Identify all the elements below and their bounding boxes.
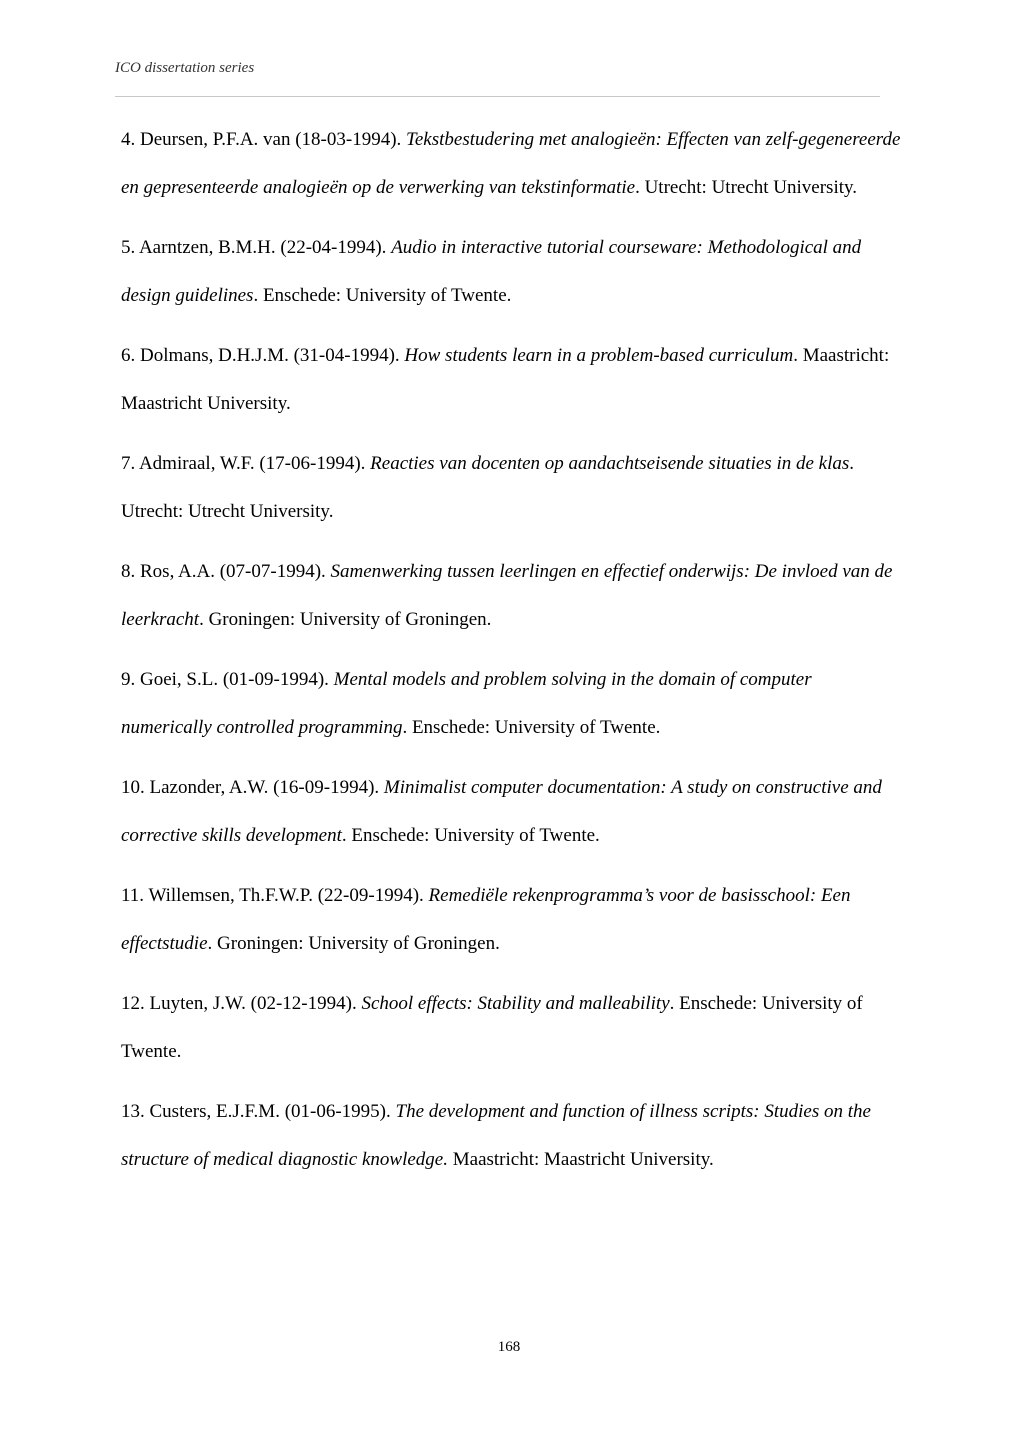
running-header: ICO dissertation series [115, 60, 255, 76]
entry-publisher: . Enschede: University of Twente. [121, 993, 863, 1062]
entry-title: Reacties van docenten op aandachtseisende situaties in de klas [370, 453, 850, 474]
entry-author-date: 12. Luyten, J.W. (02-12-1994). [121, 993, 362, 1014]
dissertation-list [121, 116, 901, 1196]
entry-publisher: . Maastricht: Maastricht University. [121, 345, 890, 414]
entry-title: The development and function of illness scripts: Studies on the structure of medical diagnostic knowledge. [121, 1101, 871, 1170]
list-item [121, 332, 901, 427]
page-number: 168 [497, 1339, 521, 1355]
list-item [121, 1088, 901, 1183]
entry-title: Minimalist computer documentation: A study on constructive and corrective skills development [121, 777, 882, 846]
entry-author-date: 10. Lazonder, A.W. (16-09-1994). [121, 777, 384, 798]
entry-author-date: 4. Deursen, P.F.A. van (18-03-1994). [121, 129, 407, 150]
list-item [121, 656, 901, 751]
list-item [121, 116, 901, 211]
entry-title: Samenwerking tussen leerlingen en effectief onderwijs: De invloed van de leerkracht [121, 561, 893, 630]
list-item [121, 764, 901, 859]
entry-author-date: 6. Dolmans, D.H.J.M. (31-04-1994). [121, 345, 405, 366]
list-item [121, 224, 901, 319]
entry-publisher: . Utrecht: Utrecht University. [635, 176, 858, 198]
list-item [121, 872, 901, 967]
entry-title: School effects: Stability and malleability [361, 993, 670, 1014]
entry-publisher: . Groningen: University of Groningen. [207, 932, 500, 954]
entry-title: How students learn in a problem-based curriculum [404, 345, 794, 366]
entry-title: Remediële rekenprogramma’s voor de basisschool: Een effectstudie [121, 885, 851, 954]
entry-publisher: . Enschede: University of Twente. [341, 824, 600, 846]
entry-author-date: 13. Custers, E.J.F.M. (01-06-1995). [121, 1101, 396, 1122]
entry-publisher: . Enschede: University of Twente. [253, 284, 512, 306]
list-item [121, 440, 901, 535]
entry-author-date: 11. Willemsen, Th.F.W.P. (22-09-1994). [121, 885, 429, 906]
entry-author-date: 7. Admiraal, W.F. (17-06-1994). [121, 453, 371, 474]
entry-publisher: . Groningen: University of Groningen. [199, 608, 492, 630]
list-item [121, 548, 901, 643]
header-divider [115, 96, 880, 97]
entry-author-date: 8. Ros, A.A. (07-07-1994). [121, 561, 331, 582]
entry-publisher: . Utrecht: Utrecht University. [121, 453, 855, 522]
entry-author-date: 9. Goei, S.L. (01-09-1994). [121, 669, 334, 690]
entry-title: Audio in interactive tutorial courseware: Methodological and design guidelines [121, 237, 862, 306]
entry-author-date: 5. Aarntzen, B.M.H. (22-04-1994). [121, 237, 392, 258]
entry-title: Tekstbestudering met analogieën: Effecten van zelf-gegenereerde en gepresenteerde analogieën op de verwerking van tekstinformatie [121, 129, 901, 198]
entry-title: Mental models and problem solving in the domain of computer numerically controlled programming [121, 669, 812, 738]
list-item [121, 980, 901, 1075]
entry-publisher: Maastricht: Maastricht University. [448, 1148, 714, 1170]
entry-publisher: . Enschede: University of Twente. [402, 716, 661, 738]
